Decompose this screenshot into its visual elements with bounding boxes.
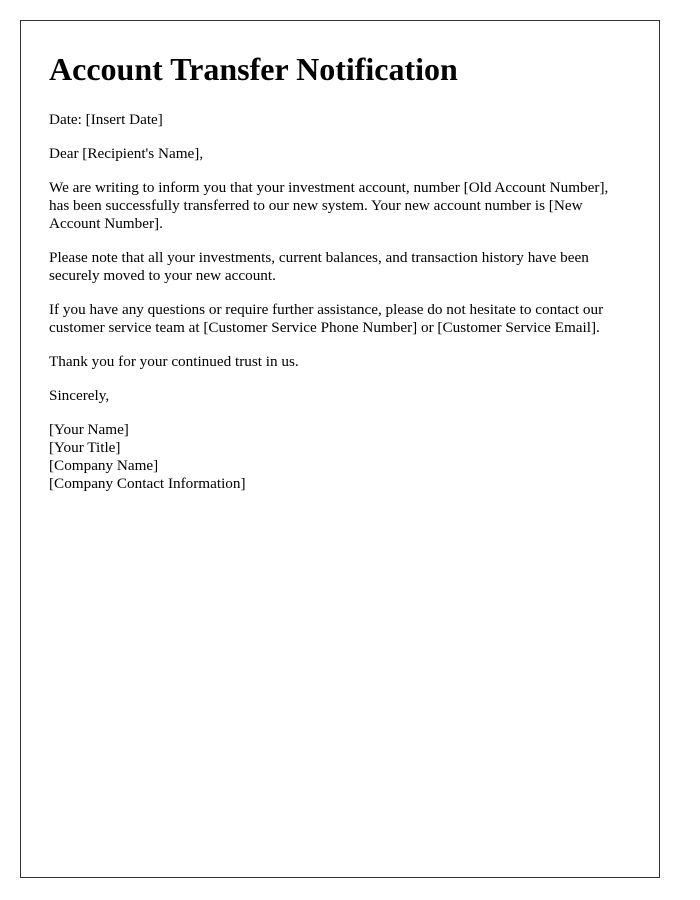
- signature-contact-info: [Company Contact Information]: [49, 475, 246, 492]
- paragraph-thank-you: Thank you for your continued trust in us.: [49, 353, 299, 370]
- paragraph-investments-moved: Please note that all your investments, current balances, and transaction history have been securely moved to your new account.: [49, 249, 589, 284]
- signature-company: [Company Name]: [49, 457, 159, 474]
- letter-title: Account Transfer Notification: [49, 51, 458, 87]
- salutation: Dear [Recipient's Name],: [49, 145, 204, 162]
- signature-title: [Your Title]: [49, 439, 121, 456]
- paragraph-contact-support: If you have any questions or require further assistance, please do not hesitate to contact our customer service team at [Customer Service Phone Number] or [Customer Service Email].: [49, 301, 604, 336]
- letter-page: [20, 20, 660, 878]
- date-line: Date: [Insert Date]: [49, 111, 163, 128]
- closing: Sincerely,: [49, 387, 110, 404]
- signature-block: [49, 421, 631, 493]
- signature-name: [Your Name]: [49, 421, 129, 438]
- paragraph-transfer-info: We are writing to inform you that your investment account, number [Old Account Number], has been successfully transferred to our new system. Your new account number is [New Account Number].: [49, 179, 609, 232]
